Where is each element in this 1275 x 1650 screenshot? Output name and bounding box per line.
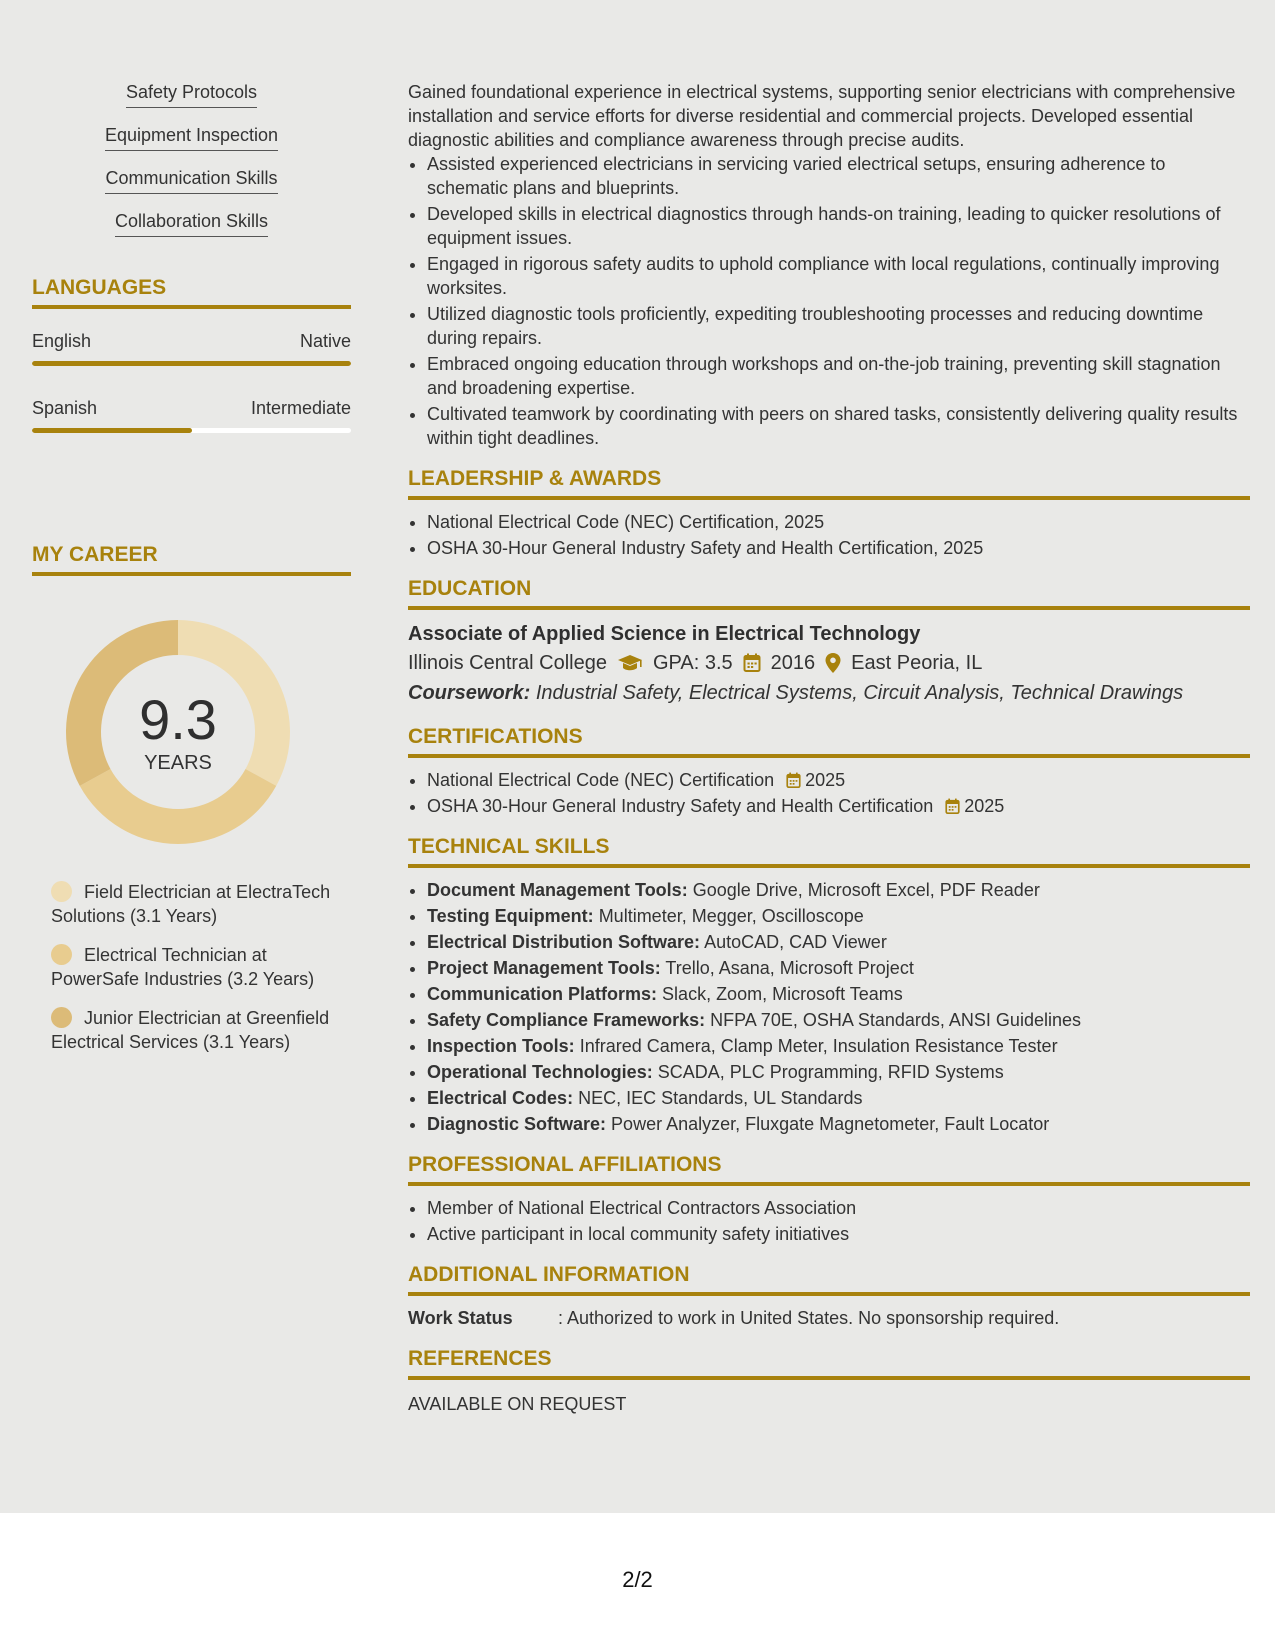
list-item: • Embraced ongoing education through workshops and on-the-job training, preventing skill stagnation and broadening expertise. xyxy=(427,352,1250,400)
career-years-unit: YEARS xyxy=(144,751,212,774)
work-status-label: Work Status xyxy=(408,1308,513,1328)
list-item: • Electrical Distribution Software: AutoCAD, CAD Viewer xyxy=(427,930,1250,954)
location-pin-icon xyxy=(825,653,841,673)
list-item: • Operational Technologies: SCADA, PLC Programming, RFID Systems xyxy=(427,1060,1250,1084)
school-name: Illinois Central College xyxy=(408,652,607,674)
legend-dot xyxy=(51,1007,72,1028)
additional-info-section xyxy=(408,1262,1250,1330)
skills-list xyxy=(32,80,351,237)
career-title: MY CAREER xyxy=(32,542,351,576)
list-item: • Cultivated teamwork by coordinating with peers on shared tasks, consistently delivering quality results within tight deadlines. xyxy=(427,402,1250,450)
list-item: • Electrical Codes: NEC, IEC Standards, UL Standards xyxy=(427,1086,1250,1110)
list-item: • Assisted experienced electricians in servicing varied electrical setups, ensuring adherence to schematic plans and blueprints. xyxy=(427,152,1250,200)
work-status-value: : Authorized to work in United States. No sponsorship required. xyxy=(558,1308,1060,1328)
coursework: Coursework: Industrial Safety, Electrical Systems, Circuit Analysis, Technical Drawings xyxy=(408,682,1184,704)
legend-dot xyxy=(51,944,72,965)
languages-section xyxy=(32,275,351,433)
list-item: • Project Management Tools: Trello, Asana, Microsoft Project xyxy=(427,956,1250,980)
calendar-icon xyxy=(945,798,960,815)
technical-skills-section xyxy=(408,834,1250,1136)
school-location: East Peoria, IL xyxy=(851,652,983,674)
list-item: • Safety Compliance Frameworks: NFPA 70E, OSHA Standards, ANSI Guidelines xyxy=(427,1008,1250,1032)
languages-title: LANGUAGES xyxy=(32,275,351,309)
career-legend xyxy=(51,880,341,1069)
list-item: • National Electrical Code (NEC) Certification, 2025 xyxy=(427,510,1250,534)
certifications-title: CERTIFICATIONS xyxy=(408,724,1250,758)
career-donut-chart xyxy=(66,620,290,844)
calendar-icon xyxy=(743,653,761,673)
experience-summary: Gained foundational experience in electrical systems, supporting senior electricians with comprehensive installation and service efforts for diverse residential and commercial projects. Developed essential diagnostic abilities and compliance awareness through precise audits. xyxy=(408,82,1236,150)
language-name: English xyxy=(32,331,92,351)
graduation-cap-icon xyxy=(617,653,643,673)
list-item: • Inspection Tools: Infrared Camera, Clamp Meter, Insulation Resistance Tester xyxy=(427,1034,1250,1058)
calendar-icon xyxy=(786,772,801,789)
leadership-title: LEADERSHIP & AWARDS xyxy=(408,466,1250,500)
main-content xyxy=(408,80,1250,1416)
list-item: • Active participant in local community safety initiatives xyxy=(427,1222,1250,1246)
affiliations-title: PROFESSIONAL AFFILIATIONS xyxy=(408,1152,1250,1186)
references-section xyxy=(408,1346,1250,1416)
list-item: • Document Management Tools: Google Drive, Microsoft Excel, PDF Reader xyxy=(427,878,1250,902)
graduation-year: 2016 xyxy=(770,652,816,674)
list-item: • Testing Equipment: Multimeter, Megger, Oscilloscope xyxy=(427,904,1250,928)
skill-item: Safety Protocols xyxy=(32,80,351,108)
language-level: Native xyxy=(299,331,351,351)
career-section xyxy=(32,542,351,576)
experience-bullets xyxy=(427,152,1250,450)
gpa: GPA: 3.5 xyxy=(652,652,733,674)
language-spanish xyxy=(32,396,351,433)
skill-item: Equipment Inspection xyxy=(32,123,351,151)
legend-dot xyxy=(51,881,72,902)
list-item: • Engaged in rigorous safety audits to uphold compliance with local regulations, continually improving worksites. xyxy=(427,252,1250,300)
list-item: • Utilized diagnostic tools proficiently, expediting troubleshooting processes and reducing downtime during repairs. xyxy=(427,302,1250,350)
career-total-years: 9.3 xyxy=(139,687,217,751)
language-bar-fill xyxy=(32,428,192,433)
degree-title: Associate of Applied Science in Electrical Technology xyxy=(408,623,921,645)
list-item: • Diagnostic Software: Power Analyzer, Fluxgate Magnetometer, Fault Locator xyxy=(427,1112,1250,1136)
list-item: • OSHA 30-Hour General Industry Safety and Health Certification 2025 xyxy=(427,794,1250,818)
technical-skills-title: TECHNICAL SKILLS xyxy=(408,834,1250,868)
work-status xyxy=(408,1306,1250,1330)
skill-item: Collaboration Skills xyxy=(32,209,351,237)
legend-item: Electrical Technician at PowerSafe Industries (3.2 Years) xyxy=(51,945,315,989)
additional-info-title: ADDITIONAL INFORMATION xyxy=(408,1262,1250,1296)
list-item: • OSHA 30-Hour General Industry Safety and Health Certification, 2025 xyxy=(427,536,1250,560)
education-title: EDUCATION xyxy=(408,576,1250,610)
list-item: • Developed skills in electrical diagnostics through hands-on training, leading to quicker resolutions of equipment issues. xyxy=(427,202,1250,250)
language-bar xyxy=(32,361,351,366)
leadership-section xyxy=(408,466,1250,560)
list-item: • Member of National Electrical Contractors Association xyxy=(427,1196,1250,1220)
language-bar-fill xyxy=(32,361,351,366)
language-english xyxy=(32,329,351,366)
legend-item: Junior Electrician at Greenfield Electrical Services (3.1 Years) xyxy=(51,1008,330,1052)
education-section xyxy=(408,576,1250,708)
language-name: Spanish xyxy=(32,398,98,418)
language-bar xyxy=(32,428,351,433)
donut-center xyxy=(66,620,290,844)
sidebar xyxy=(32,80,351,1052)
references-text: AVAILABLE ON REQUEST xyxy=(408,1394,627,1414)
references-title: REFERENCES xyxy=(408,1346,1250,1380)
affiliations-section xyxy=(408,1152,1250,1246)
language-level: Intermediate xyxy=(250,398,351,418)
certifications-section xyxy=(408,724,1250,818)
legend-item: Field Electrician at ElectraTech Solutions (3.1 Years) xyxy=(51,882,331,926)
list-item: • National Electrical Code (NEC) Certification 2025 xyxy=(427,768,1250,792)
skill-item: Communication Skills xyxy=(32,166,351,194)
list-item: • Communication Platforms: Slack, Zoom, Microsoft Teams xyxy=(427,982,1250,1006)
experience-section xyxy=(408,80,1250,450)
education-details xyxy=(408,648,1250,678)
page-number: 2/2 xyxy=(622,1567,653,1592)
